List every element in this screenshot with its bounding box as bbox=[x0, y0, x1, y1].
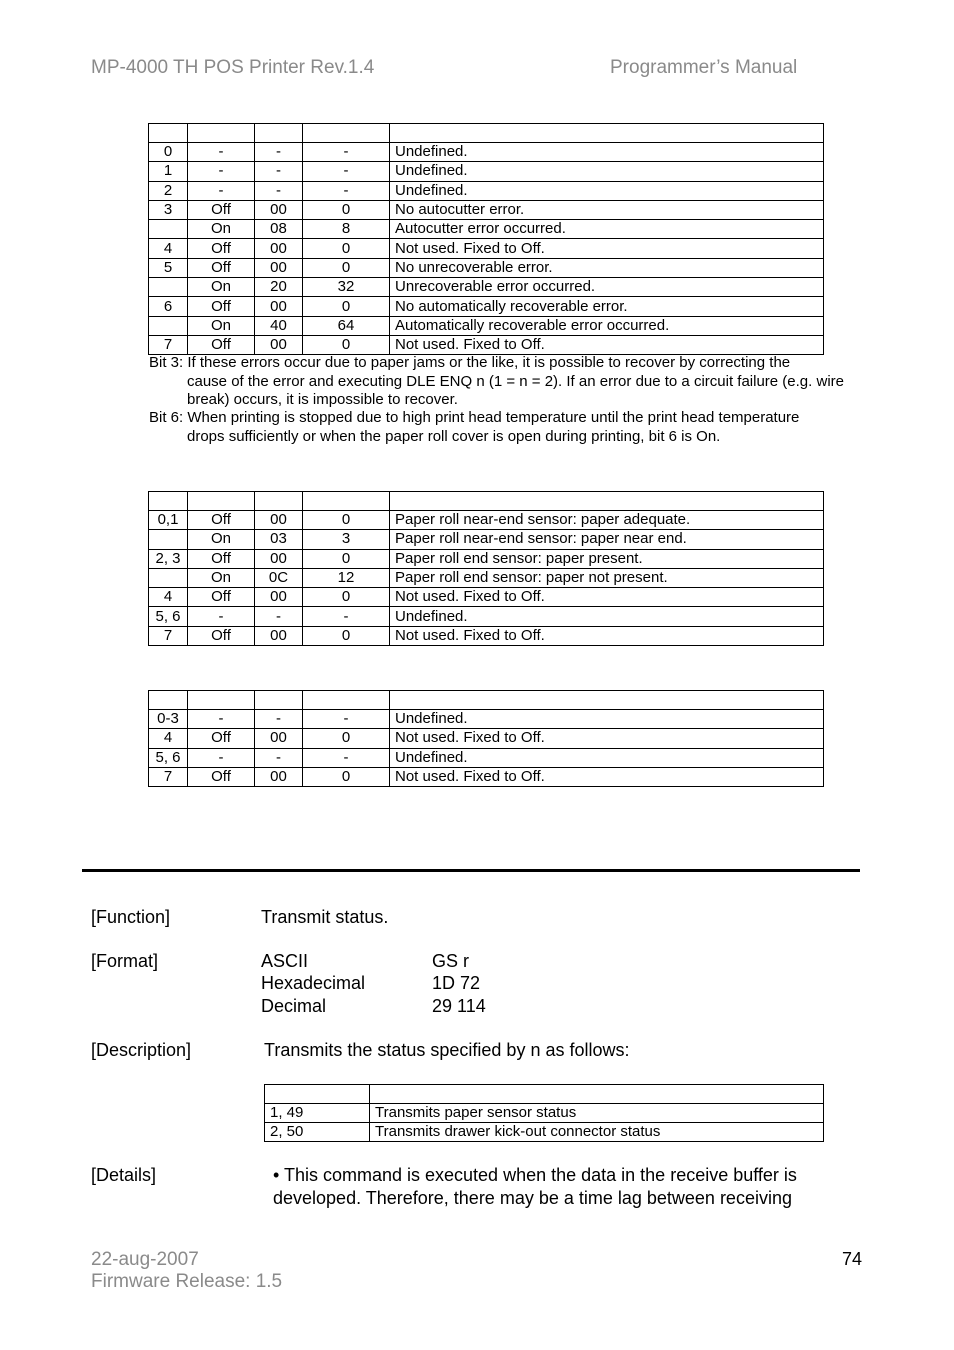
table-row: 6 Off 00 0 No automatically recoverable error. bbox=[149, 297, 824, 316]
footer-firmware: Firmware Release: 1.5 bbox=[91, 1271, 283, 1292]
table-row: 4 Off 00 0 Not used. Fixed to Off. bbox=[149, 239, 824, 258]
table-row: 3 Off 00 0 No autocutter error. bbox=[149, 200, 824, 219]
header-title: MP-4000 TH POS Printer Rev.1.4 bbox=[91, 57, 375, 78]
table-row: 5, 6 - - - Undefined. bbox=[149, 748, 824, 767]
bit6-note bbox=[149, 409, 864, 446]
details-label: [Details] bbox=[91, 1165, 157, 1185]
function-label: [Function] bbox=[91, 907, 171, 927]
table-row: 7 Off 00 0 Not used. Fixed to Off. bbox=[149, 335, 824, 354]
details-text: • This command is executed when the data in the receive buffer is developed. Therefore, there may be a time lag between receiving bbox=[273, 1165, 797, 1208]
table-row: 1 - - - Undefined. bbox=[149, 162, 824, 181]
table-row: On 03 3 Paper roll near-end sensor: paper near end. bbox=[149, 530, 824, 549]
table-row: 4 Off 00 0 Not used. Fixed to Off. bbox=[149, 729, 824, 748]
description-label: [Description] bbox=[91, 1040, 192, 1060]
status-table-2 bbox=[148, 491, 824, 646]
page-number: 74 bbox=[842, 1249, 863, 1269]
table-row: 0-3 - - - Undefined. bbox=[149, 710, 824, 729]
header-manual: Programmer’s Manual bbox=[610, 57, 798, 78]
table-row: 7 Off 00 0 Not used. Fixed to Off. bbox=[149, 626, 824, 645]
table-row: On 08 8 Autocutter error occurred. bbox=[149, 220, 824, 239]
status-table-1 bbox=[148, 123, 824, 355]
table-row: 0,1 Off 00 0 Paper roll near-end sensor: paper adequate. bbox=[149, 511, 824, 530]
table-row: 4 Off 00 0 Not used. Fixed to Off. bbox=[149, 588, 824, 607]
format-ascii-value: GS r bbox=[432, 951, 470, 971]
format-decimal-value: 29 114 bbox=[432, 996, 486, 1016]
n-parameter-table bbox=[264, 1084, 824, 1142]
bit3-note-first: Bit 3: If these errors occur due to paper jams or the like, it is possible to recover by correcting the bbox=[149, 354, 791, 371]
table-row: 5, 6 - - - Undefined. bbox=[149, 607, 824, 626]
footer-date: 22-aug-2007 bbox=[91, 1249, 199, 1270]
table-header-row bbox=[149, 691, 824, 710]
format-ascii-name: ASCII bbox=[261, 951, 309, 971]
function-text: Transmit status. bbox=[261, 907, 389, 927]
table-row: On 20 32 Unrecoverable error occurred. bbox=[149, 278, 824, 297]
table-row: 2, 3 Off 00 0 Paper roll end sensor: paper present. bbox=[149, 549, 824, 568]
table-row: On 0C 12 Paper roll end sensor: paper not present. bbox=[149, 568, 824, 587]
bit3-note-rest: cause of the error and executing DLE ENQ n (1 = n = 2). If an error due to a circuit failure (e.g. wire break) occurs, it is impossible to recover. bbox=[187, 372, 844, 408]
bit6-note-first: Bit 6: When printing is stopped due to high print head temperature until the print head temperature bbox=[149, 409, 800, 426]
table-row: 7 Off 00 0 Not used. Fixed to Off. bbox=[149, 767, 824, 786]
table-row: On 40 64 Automatically recoverable error occurred. bbox=[149, 316, 824, 335]
bit6-note-rest: drops sufficiently or when the paper roll cover is open during printing, bit 6 is On. bbox=[187, 427, 721, 445]
format-decimal-name: Decimal bbox=[261, 996, 327, 1016]
format-hex-name: Hexadecimal bbox=[261, 973, 366, 993]
section-divider bbox=[82, 869, 860, 872]
bit3-note bbox=[149, 354, 864, 410]
table-header-row bbox=[149, 492, 824, 511]
table-header-row bbox=[265, 1085, 824, 1104]
table-row: 1, 49 Transmits paper sensor status bbox=[265, 1104, 824, 1123]
status-table-3 bbox=[148, 690, 824, 787]
table-row: 2 - - - Undefined. bbox=[149, 181, 824, 200]
table-row: 2, 50 Transmits drawer kick-out connector status bbox=[265, 1123, 824, 1142]
table-header-row bbox=[149, 124, 824, 143]
format-label: [Format] bbox=[91, 951, 159, 971]
description-text: Transmits the status specified by n as follows: bbox=[264, 1040, 630, 1060]
table-row: 5 Off 00 0 No unrecoverable error. bbox=[149, 258, 824, 277]
format-hex-value: 1D 72 bbox=[432, 973, 481, 993]
table-row: 0 - - - Undefined. bbox=[149, 143, 824, 162]
